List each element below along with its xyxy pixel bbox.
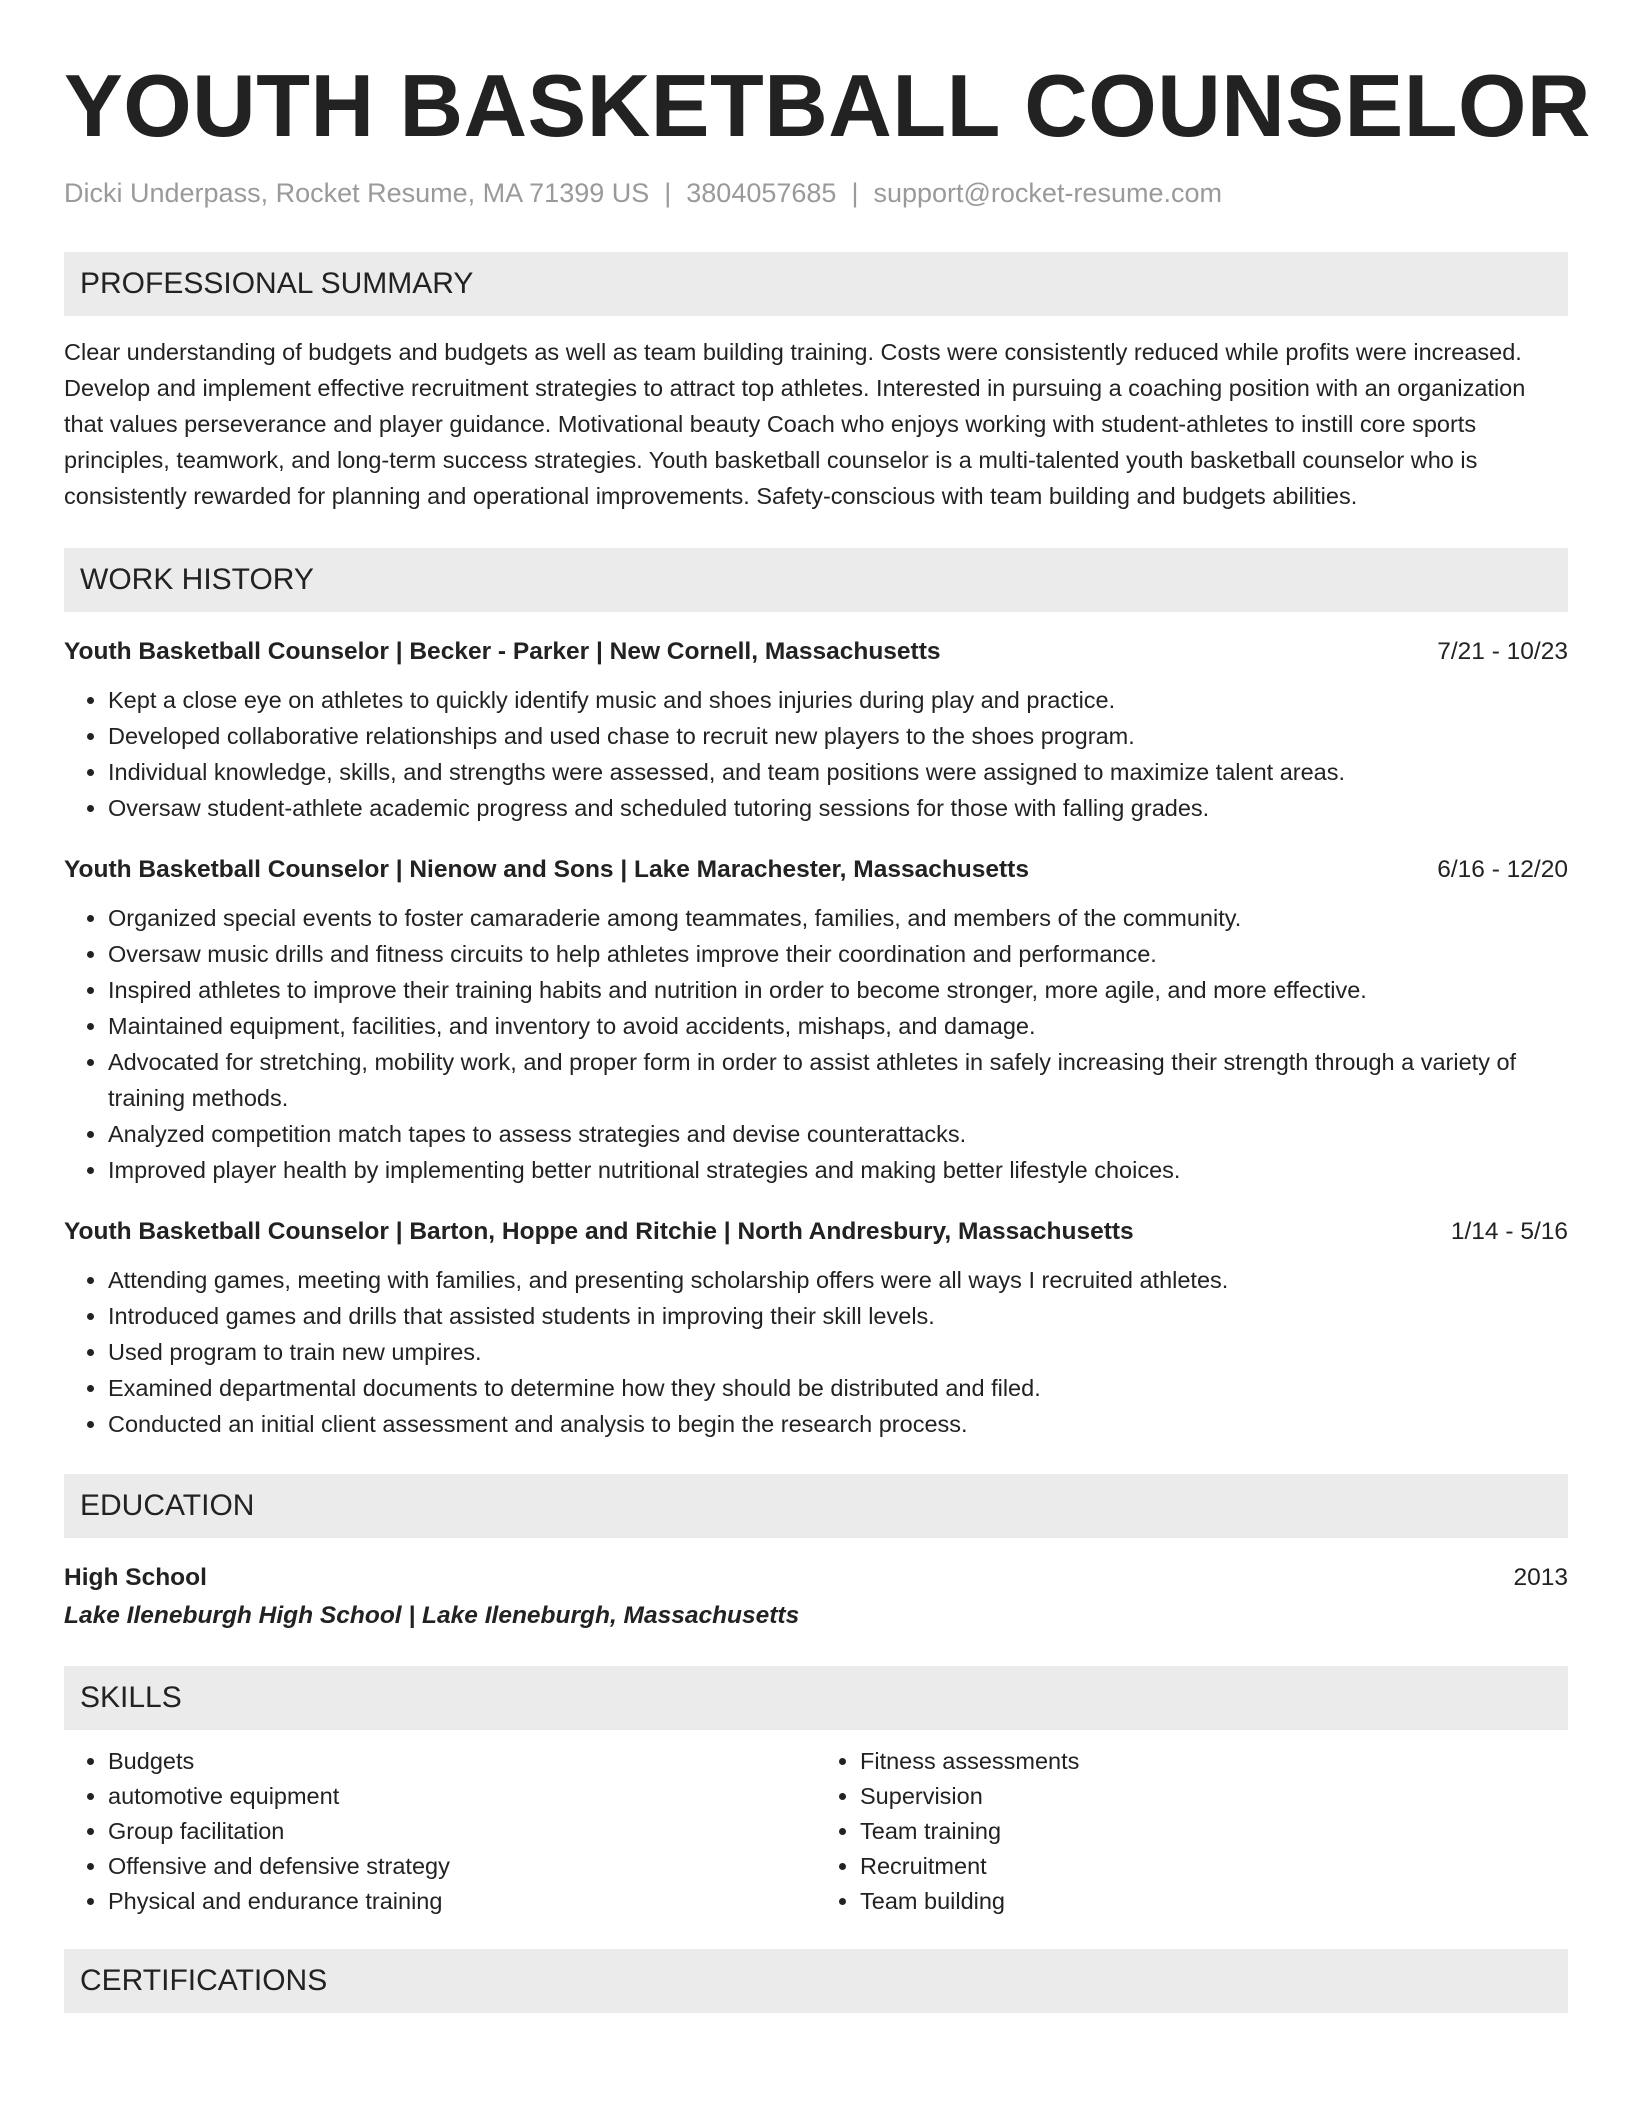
contact-separator: |	[664, 178, 672, 208]
job-dates: 6/16 - 12/20	[1437, 856, 1568, 883]
contact-address: Dicki Underpass, Rocket Resume, MA 71399 US	[64, 178, 650, 208]
job-bullet: • Analyzed competition match tapes to assess strategies and devise counterattacks.	[108, 1116, 1568, 1152]
job-bullets	[64, 1262, 1568, 1442]
resume-page	[64, 0, 1591, 2013]
education-degree: High School	[64, 1564, 207, 1591]
work-history-list	[64, 634, 1568, 1442]
job-title: Youth Basketball Counselor | Becker - Parker | New Cornell, Massachusetts	[64, 638, 941, 665]
skills-grid	[64, 1744, 1568, 1919]
education-heading: EDUCATION	[64, 1474, 1568, 1538]
skill-item: • Physical and endurance training	[108, 1884, 816, 1919]
contact-email: support@rocket-resume.com	[873, 178, 1222, 208]
job-header	[64, 634, 1568, 670]
skills-heading: SKILLS	[64, 1666, 1568, 1730]
skill-item: • automotive equipment	[108, 1779, 816, 1814]
job-bullet: • Oversaw music drills and fitness circuits to help athletes improve their coordination and performance.	[108, 936, 1568, 972]
skill-item: • Supervision	[860, 1779, 1568, 1814]
skill-item: • Team training	[860, 1814, 1568, 1849]
job-title: Youth Basketball Counselor | Barton, Hoppe and Ritchie | North Andresbury, Massachusetts	[64, 1218, 1134, 1245]
job-bullet: • Developed collaborative relationships and used chase to recruit new players to the shoes program.	[108, 718, 1568, 754]
resume-name: YOUTH BASKETBALL COUNSELOR	[64, 56, 1591, 155]
skills-column-left	[64, 1744, 816, 1919]
job-bullet: • Advocated for stretching, mobility work, and proper form in order to assist athletes in safely increasing their strength through a variety of training methods.	[108, 1044, 1568, 1116]
job-dates: 1/14 - 5/16	[1450, 1218, 1568, 1245]
job-bullet: • Kept a close eye on athletes to quickly identify music and shoes injuries during play and practice.	[108, 682, 1568, 718]
job-bullet: • Organized special events to foster camaraderie among teammates, families, and members of the community.	[108, 900, 1568, 936]
contact-separator: |	[851, 178, 859, 208]
skill-item: • Fitness assessments	[860, 1744, 1568, 1779]
education-year: 2013	[1513, 1564, 1568, 1591]
job-dates: 7/21 - 10/23	[1437, 638, 1568, 665]
education-entry	[64, 1560, 1568, 1596]
job-bullet: • Maintained equipment, facilities, and inventory to avoid accidents, mishaps, and damage.	[108, 1008, 1568, 1044]
summary-heading: PROFESSIONAL SUMMARY	[64, 252, 1568, 316]
job-header	[64, 852, 1568, 888]
job-header	[64, 1214, 1568, 1250]
job-bullet: • Introduced games and drills that assisted students in improving their skill levels.	[108, 1298, 1568, 1334]
job-bullet: • Individual knowledge, skills, and strengths were assessed, and team positions were assigned to maximize talent areas.	[108, 754, 1568, 790]
contact-phone: 3804057685	[686, 178, 837, 208]
summary-text: Clear understanding of budgets and budgets as well as team building training. Costs were consistently reduced while profits were increased. Develop and implement effective recruitment strategies to attract top athletes. Interested in pursuing a coaching position with an organization that values perseverance and player guidance. Motivational beauty Coach who enjoys working with student-athletes to instill core sports principles, teamwork, and long-term success strategies. Youth basketball counselor is a multi-talented youth basketball counselor who is consistently rewarded for planning and operational improvements. Safety-conscious with team building and budgets abilities.	[64, 339, 1526, 509]
contact-line	[64, 176, 1568, 210]
job-bullet: • Oversaw student-athlete academic progress and scheduled tutoring sessions for those with falling grades.	[108, 790, 1568, 826]
job-bullet: • Used program to train new umpires.	[108, 1334, 1568, 1370]
job-bullet: • Inspired athletes to improve their training habits and nutrition in order to become stronger, more agile, and more effective.	[108, 972, 1568, 1008]
skill-item: • Budgets	[108, 1744, 816, 1779]
skill-item: • Team building	[860, 1884, 1568, 1919]
job-bullet: • Improved player health by implementing better nutritional strategies and making better lifestyle choices.	[108, 1152, 1568, 1188]
education-school: Lake Ileneburgh High School | Lake Ileneburgh, Massachusetts	[64, 1602, 800, 1629]
job-bullets	[64, 682, 1568, 826]
job-bullet: • Attending games, meeting with families, and presenting scholarship offers were all ways I recruited athletes.	[108, 1262, 1568, 1298]
certifications-heading: CERTIFICATIONS	[64, 1949, 1568, 2013]
job-bullet: • Conducted an initial client assessment and analysis to begin the research process.	[108, 1406, 1568, 1442]
job-title: Youth Basketball Counselor | Nienow and Sons | Lake Marachester, Massachusetts	[64, 856, 1029, 883]
skill-item: • Offensive and defensive strategy	[108, 1849, 816, 1884]
job-bullets	[64, 900, 1568, 1188]
skill-item: • Group facilitation	[108, 1814, 816, 1849]
skills-column-right	[816, 1744, 1568, 1919]
work-history-heading: WORK HISTORY	[64, 548, 1568, 612]
skill-item: • Recruitment	[860, 1849, 1568, 1884]
job-bullet: • Examined departmental documents to determine how they should be distributed and filed.	[108, 1370, 1568, 1406]
